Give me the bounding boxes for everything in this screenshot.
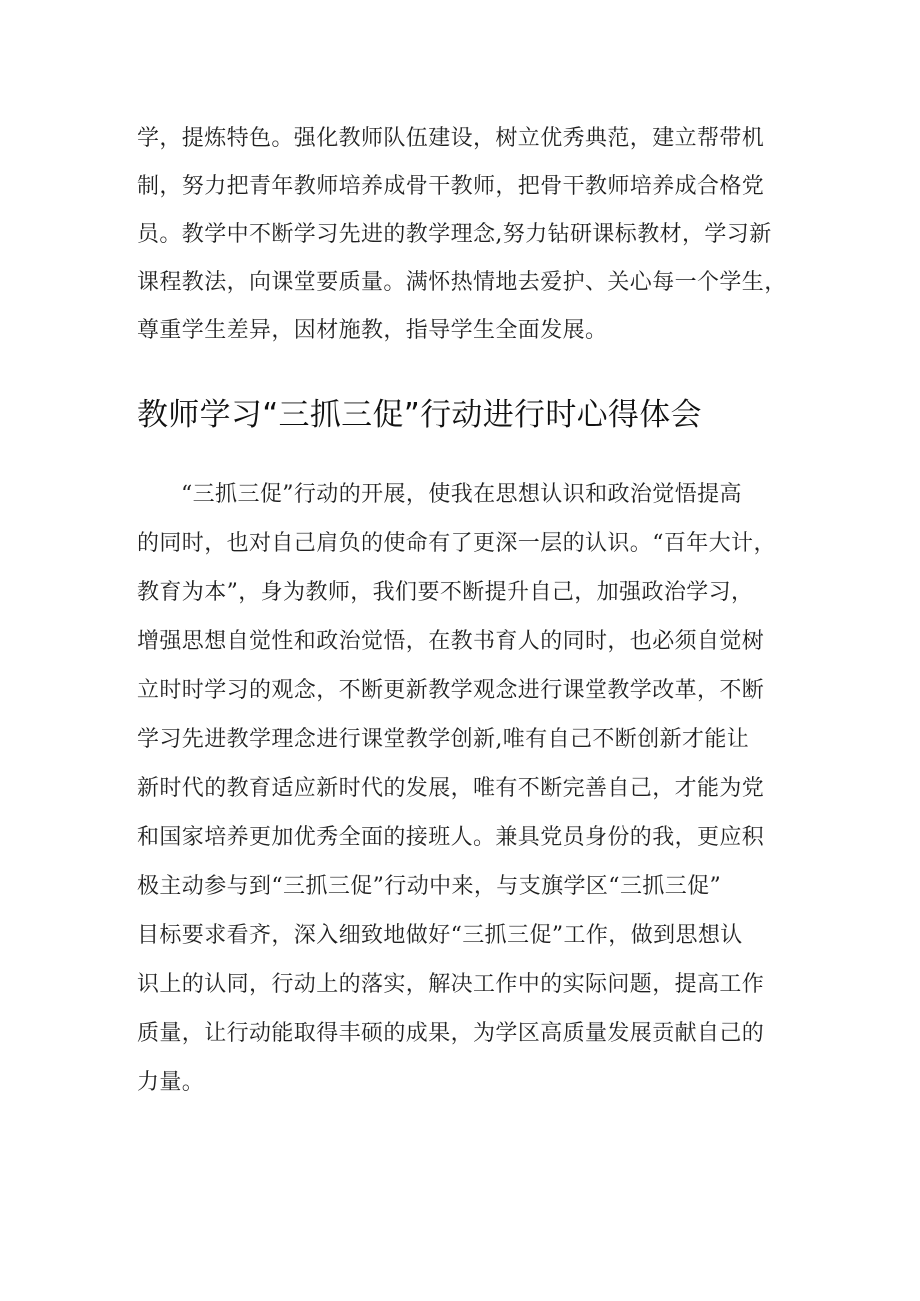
paragraph-line: 的同时，也对自己肩负的使命有了更深一层的认识。“百年大计， <box>137 531 776 556</box>
paragraph-line: 目标要求看齐，深入细致地做好“三抓三促”工作，做到思想认 <box>137 923 743 948</box>
paragraph-line: 制，努力把青年教师培养成骨干教师，把骨干教师培养成合格党 <box>137 174 765 199</box>
paragraph-line: 立时时学习的观念，不断更新教学观念进行课堂教学改革，不断 <box>137 678 765 703</box>
paragraph-line: 力量。 <box>137 1070 205 1095</box>
paragraph-line: 新时代的教育适应新时代的发展，唯有不断完善自己，才能为党 <box>137 776 765 801</box>
paragraph-line: “三抓三促”行动的开展，使我在思想认识和政治觉悟提高 <box>181 482 742 507</box>
paragraph-line: 尊重学生差异，因材施教，指导学生全面发展。 <box>137 318 608 343</box>
paragraph-line: 极主动参与到“三抓三促”行动中来，与支旗学区“三抓三促” <box>137 874 722 899</box>
paragraph-line: 质量，让行动能取得丰硕的成果，为学区高质量发展贡献自己的 <box>137 1021 765 1046</box>
paragraph-line: 课程教法，向课堂要质量。满怀热情地去爱护、关心每一个学生， <box>137 270 787 295</box>
paragraph-line: 增强思想自觉性和政治觉悟，在教书育人的同时，也必须自觉树 <box>137 629 765 654</box>
paragraph-line: 教育为本”，身为教师，我们要不断提升自己，加强政治学习， <box>137 580 754 605</box>
paragraph-line: 和国家培养更加优秀全面的接班人。兼具党员身份的我，更应积 <box>137 825 765 850</box>
paragraph-line: 学习先进教学理念进行课堂教学创新,唯有自己不断创新才能让 <box>137 727 750 752</box>
paragraph-line: 学，提炼特色。强化教师队伍建设，树立优秀典范，建立帮带机 <box>137 126 765 151</box>
paragraph-line: 员。教学中不断学习先进的教学理念,努力钻研课标教材，学习新 <box>137 222 772 247</box>
article-heading: 教师学习“三抓三促”行动进行时心得体会 <box>137 397 702 433</box>
paragraph-line: 识上的认同，行动上的落实，解决工作中的实际问题，提高工作 <box>137 972 765 997</box>
